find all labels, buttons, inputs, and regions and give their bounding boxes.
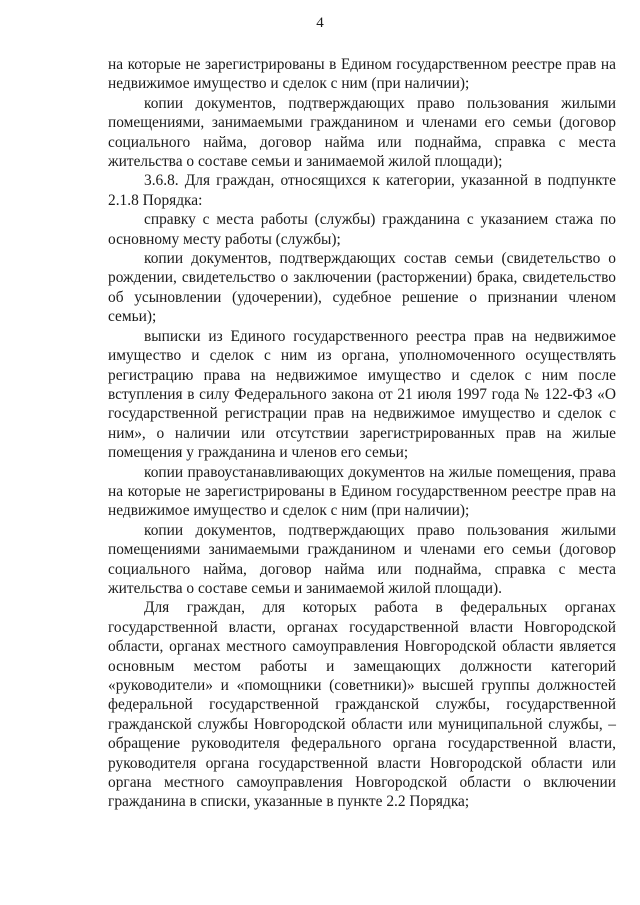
paragraph-section-3-6-8: 3.6.8. Для граждан, относящихся к категории, указанной в подпункте 2.1.8 Порядка: [108, 172, 616, 209]
paragraph-work-certificate: справку с места работы (службы) гражданина с указанием стажа по основному месту работы (службы); [108, 211, 616, 248]
paragraph-officials: Для граждан, для которых работа в федеральных органах государственной власти, органах государственной власти Новгородской области, органах местного самоуправления Новгородской области является основным местом работы и замещающих должности категорий «руководители» и «помощники (советники)» высшей группы должностей федеральной государственной гражданской службы, государственной гражданской службы Новгородской области или муниципальной службы, – обращение руководителя федерального органа государственной власти, руководителя органа государственной власти Новгородской области или органа местного самоуправления Новгородской области о включении гражданина в списки, указанные в пункте 2.2 Порядка; [108, 599, 616, 811]
document-body [108, 55, 616, 812]
paragraph-continuation: на которые не зарегистрированы в Едином государственном реестре прав на недвижимое имущество и сделок с ним (при наличии); [108, 56, 616, 93]
paragraph-housing-use-documents: копии документов, подтверждающих право пользования жилыми помещениями, занимаемыми гражданином и членами его семьи (договор социального найма, договор найма или поднайма, справка с места жительства о составе семьи и занимаемой жилой площади); [108, 94, 616, 171]
paragraph-family-documents: копии документов, подтверждающих состав семьи (свидетельство о рождении, свидетельство о заключении (расторжении) брака, свидетельство об усыновлении (удочерении), судебное решение о признании членом семьи); [108, 250, 616, 326]
paragraph-registry-extracts: выписки из Единого государственного реестра прав на недвижимое имущество и сделок с ним из органа, уполномоченного осуществлять регистрацию права на недвижимое имущество и сделок с ним после вступления в силу Федерального закона от 21 июля 1997 года № 122-ФЗ «О государственной регистрации прав на недвижимое имущество и сделок с ним», о наличии или отсутствии зарегистрированных прав на жилые помещения у гражданина и членов его семьи; [108, 327, 616, 462]
paragraph-housing-use-documents-2: копии документов, подтверждающих право пользования жилыми помещениями занимаемыми гражданином и членами его семьи (договор социального найма, договор найма или поднайма, справка с места жительства о составе семьи и занимаемой жилой площади). [108, 521, 616, 597]
page-number: 4 [316, 15, 324, 31]
paragraph-title-documents: копии правоустанавливающих документов на жилые помещения, права на которые не зарегистрированы в Едином государственном реестре прав на недвижимое имущество и сделок с ним (при наличии); [108, 463, 616, 520]
